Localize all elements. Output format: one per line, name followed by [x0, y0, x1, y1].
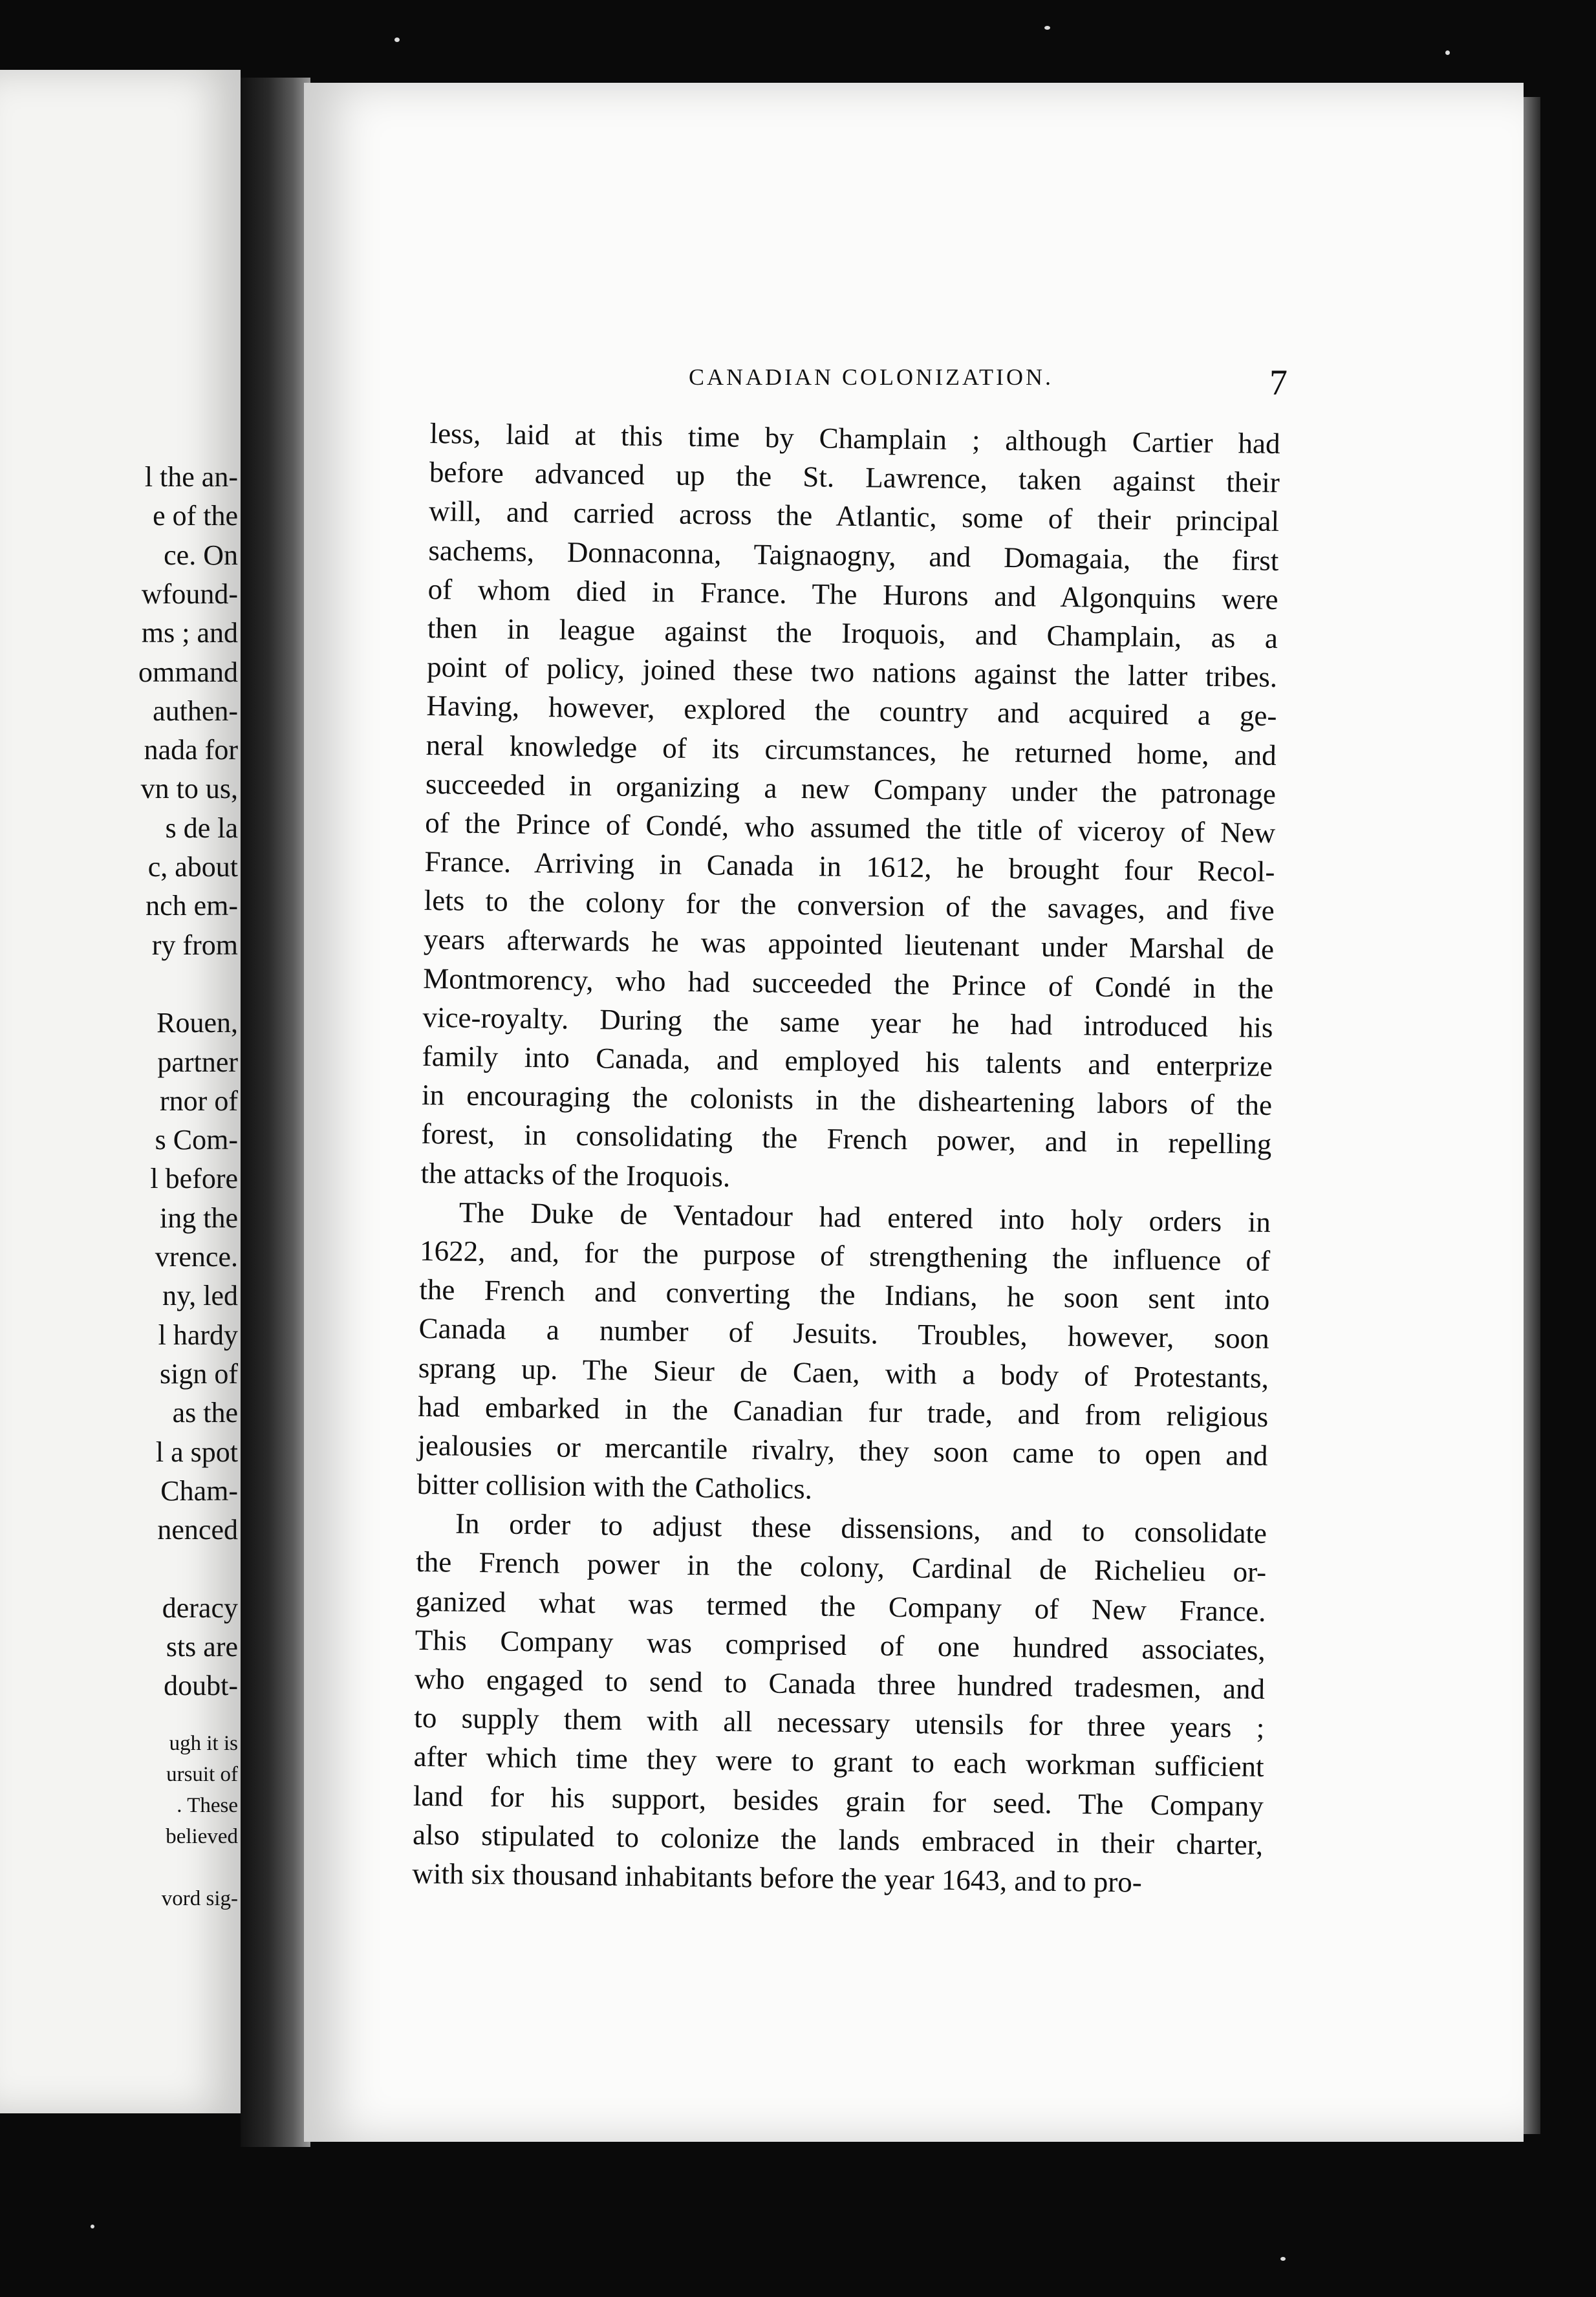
left-text-line: l hardy: [158, 1319, 238, 1351]
left-text-line: e of the: [153, 500, 238, 532]
left-text-line: sign of: [160, 1357, 238, 1390]
text-line: In order to adjust these dissensions, and to consolidate: [455, 1507, 1267, 1550]
text-line: of the Prince of Condé, who assumed the title of viceroy of New: [424, 806, 1276, 849]
text-line: after which time they were to grant to each workman sufficient: [413, 1740, 1264, 1784]
book-gutter: [241, 78, 310, 2147]
left-text-line: ms ; and: [141, 617, 238, 649]
text-line: vice-royalty. During the same year he had introduced his: [422, 1000, 1273, 1044]
text-line: to supply them with all necessary utensils for three years ;: [414, 1701, 1265, 1745]
left-text-line: vrence.: [155, 1241, 238, 1273]
text-line: neral knowledge of its circumstances, he returned home, and: [426, 728, 1277, 771]
running-head: CANADIAN COLONIZATION.: [689, 364, 1053, 390]
left-text-line: ny, led: [162, 1280, 238, 1312]
text-line: had embarked in the Canadian fur trade, and from religious: [417, 1390, 1269, 1433]
text-line: the French power in the colony, Cardinal de Richelieu or-: [416, 1546, 1267, 1589]
text-line: sachems, Donnaconna, Taignaogny, and Domagaia, the first: [428, 534, 1279, 577]
left-text-line: ing the: [160, 1202, 238, 1234]
left-text-line: sts are: [166, 1631, 238, 1663]
left-text-line: rnor of: [160, 1084, 238, 1117]
left-text-line: wfound-: [141, 577, 238, 610]
left-footnote-line: ugh it is: [169, 1732, 238, 1755]
left-text-line: as the: [172, 1397, 238, 1429]
left-text-line: l the an-: [144, 461, 238, 493]
text-line: also stipulated to colonize the lands embraced in their charter,: [412, 1818, 1264, 1861]
text-line: less, laid at this time by Champlain ; although Cartier had: [429, 416, 1280, 460]
left-text-line: s de la: [165, 812, 238, 844]
text-line: family into Canada, and employed his talents and enterprize: [422, 1039, 1273, 1083]
text-line: in encouraging the colonists in the disheartening labors of the: [421, 1079, 1273, 1122]
body-text: [412, 414, 1280, 1903]
left-text-line: authen-: [153, 695, 238, 727]
scan-speck: [91, 2225, 94, 2228]
text-line: lets to the colony for the conversion of the savages, and five: [424, 884, 1275, 927]
text-line: France. Arriving in Canada in 1612, he brought four Recol-: [424, 845, 1275, 889]
left-text-line: ry from: [151, 929, 238, 961]
text-line: Montmorency, who had succeeded the Prince of Condé in the: [423, 962, 1274, 1005]
left-text-line: Cham-: [160, 1474, 238, 1507]
text-line: of whom died in France. The Hurons and Algonquins were: [427, 572, 1278, 616]
text-line: land for his support, besides grain for seed. The Company: [413, 1779, 1264, 1822]
left-page: [0, 70, 241, 2113]
left-text-line: partner: [157, 1046, 238, 1078]
left-text-line: l before: [150, 1163, 238, 1195]
text-line: succeeded in organizing a new Company under the patronage: [425, 767, 1277, 810]
text-line: before advanced up the St. Lawrence, taken against their: [429, 456, 1280, 499]
left-text-line: deracy: [162, 1591, 238, 1624]
text-line: will, and carried across the Atlantic, some of their principal: [428, 495, 1280, 538]
text-line: the attacks of the Iroquois.: [420, 1156, 731, 1193]
left-text-line: nada for: [144, 734, 238, 766]
scan-speck: [1280, 2257, 1286, 2261]
page-edge-shadow: [1524, 97, 1540, 2134]
text-line: point of policy, joined these two nations against the latter tribes.: [426, 651, 1278, 694]
left-text-line: ommand: [138, 656, 238, 688]
text-line: bitter collision with the Catholics.: [416, 1467, 813, 1505]
text-line: ganized what was termed the Company of New France.: [415, 1584, 1266, 1628]
text-line: with six thousand inhabitants before the year 1643, and to pro-: [412, 1857, 1143, 1899]
left-text-line: vn to us,: [140, 773, 238, 805]
scan-speck: [394, 38, 400, 42]
text-line: the French and converting the Indians, he soon sent into: [419, 1273, 1270, 1317]
left-footnote-line: vord sig-: [161, 1887, 238, 1910]
left-text-line: c, about: [147, 851, 238, 883]
text-line: jealousies or mercantile rivalry, they soon came to open and: [417, 1429, 1268, 1472]
left-text-line: nch em-: [146, 890, 238, 922]
page-number: 7: [1269, 363, 1288, 403]
text-line: then in league against the Iroquois, and Champlain, as a: [427, 611, 1278, 654]
text-line: forest, in consolidating the French power, and in repelling: [421, 1117, 1272, 1161]
left-text-line: l a spot: [155, 1436, 238, 1468]
left-text-line: Rouen,: [156, 1007, 238, 1039]
left-text-line: ce. On: [164, 539, 238, 571]
text-line: sprang up. The Sieur de Caen, with a body of Protestants,: [418, 1351, 1269, 1394]
text-line: 1622, and, for the purpose of strengthening the influence of: [419, 1234, 1271, 1277]
text-line: who engaged to send to Canada three hundred tradesmen, and: [414, 1662, 1266, 1705]
text-line: Canada a number of Jesuits. Troubles, however, soon: [418, 1312, 1269, 1355]
text-line: years afterwards he was appointed lieutenant under Marshal de: [423, 923, 1275, 966]
text-line: The Duke de Ventadour had entered into holy orders in: [458, 1196, 1271, 1238]
left-footnote-line: ursuit of: [166, 1763, 238, 1786]
left-text-line: s Com-: [155, 1124, 238, 1156]
left-footnote-line: believed: [166, 1825, 238, 1848]
text-line: This Company was comprised of one hundred associates,: [415, 1623, 1266, 1666]
left-text-line: doubt-: [164, 1670, 238, 1702]
left-text-line: nenced: [157, 1514, 238, 1546]
scan-speck: [1044, 26, 1050, 30]
text-line: Having, however, explored the country and acquired a ge-: [426, 689, 1277, 733]
scan-speck: [1445, 50, 1450, 55]
left-footnote-line: . These: [177, 1794, 238, 1817]
